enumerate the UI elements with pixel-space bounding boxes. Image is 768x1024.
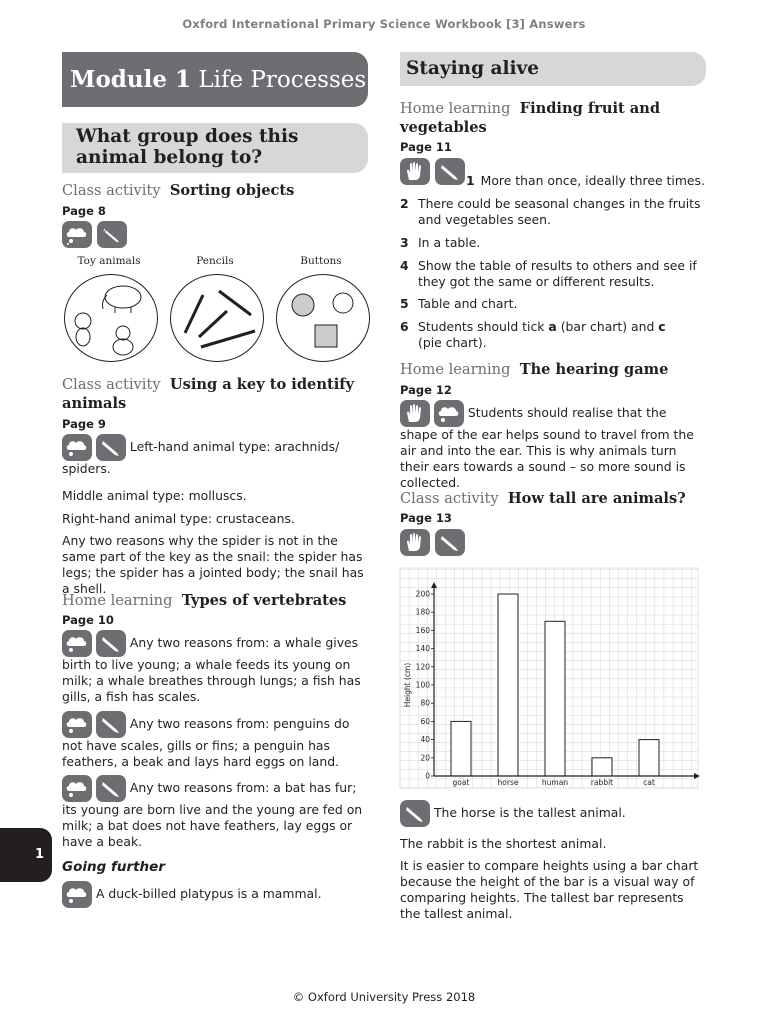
pencil-icon bbox=[96, 630, 126, 657]
running-head: Oxford International Primary Science Workbook [3] Answers bbox=[182, 17, 586, 31]
y-tick-label: 160 bbox=[415, 625, 430, 635]
fruit-answer-5: 5 Table and chart. bbox=[400, 296, 518, 311]
y-axis-arrow bbox=[431, 582, 437, 588]
thought-cloud-icon bbox=[62, 775, 92, 802]
activity-heading-fruit: Home learning Finding fruit and vegetables bbox=[400, 100, 661, 136]
hearing-answer: Students should realise that the shape of the ear helps sound to travel from the air and into the ear. This is why animals turn their ears towards a sound – so more sound is collected. bbox=[400, 400, 706, 491]
icon-row bbox=[400, 158, 465, 185]
group-label-pencils: Pencils bbox=[196, 255, 234, 267]
thought-cloud-icon bbox=[62, 711, 92, 738]
fruit-answer-1: 1 More than once, ideally three times. bbox=[466, 173, 705, 188]
x-tick-label: goat bbox=[452, 778, 470, 787]
page-number-tab: 1 bbox=[0, 828, 52, 882]
y-tick-label: 40 bbox=[420, 735, 430, 745]
height-bar-chart bbox=[398, 566, 702, 792]
module-title: Life Processes bbox=[198, 67, 367, 93]
page-ref: Page 8 bbox=[62, 204, 106, 218]
x-axis-arrow bbox=[694, 773, 700, 779]
answer-key-1 bbox=[62, 434, 368, 477]
y-axis-label: Height (cm) bbox=[403, 662, 412, 708]
chart-conclusion-3: It is easier to compare heights using a bar chart because the height of the bar is a visual way of comparing heights. The tallest bar represents the tallest animal. bbox=[400, 858, 699, 921]
hand-icon bbox=[400, 400, 430, 427]
pencil-icon bbox=[435, 158, 465, 185]
toy-animals-circle bbox=[64, 274, 158, 362]
y-tick-label: 200 bbox=[415, 589, 430, 599]
fruit-answer-3: 3 In a table. bbox=[400, 235, 481, 250]
x-tick-label: horse bbox=[497, 778, 519, 787]
sorting-illustration bbox=[62, 255, 372, 365]
thought-cloud-icon bbox=[62, 881, 92, 908]
answer-key-3: Right-hand animal type: crustaceans. bbox=[62, 511, 295, 526]
y-tick-label: 140 bbox=[415, 644, 430, 654]
pencil-icon bbox=[96, 711, 126, 738]
y-tick-label: 100 bbox=[415, 680, 430, 690]
y-tick-label: 0 bbox=[425, 771, 430, 781]
activity-label: Class activity bbox=[62, 182, 161, 199]
hand-icon bbox=[400, 529, 430, 556]
thought-cloud-icon bbox=[62, 630, 92, 657]
buttons-circle bbox=[276, 274, 370, 362]
x-tick-label: rabbit bbox=[590, 778, 614, 787]
pencil-icon bbox=[96, 434, 126, 461]
y-tick-label: 120 bbox=[415, 662, 430, 672]
group-label-buttons: Buttons bbox=[300, 255, 342, 267]
pencils-circle bbox=[170, 274, 264, 362]
vertebrate-answer-3: Any two reasons from: a bat has fur; its young are born live and the young are fed on milk; a bat does not have feathers, lay eggs or have a beak. bbox=[62, 775, 368, 850]
icon-row bbox=[62, 221, 127, 248]
going-further-heading: Going further bbox=[62, 859, 165, 875]
thought-cloud-icon bbox=[62, 221, 92, 248]
pencil-icon bbox=[400, 800, 430, 827]
fruit-answer-4: 4 Show the table of results to others and see if they got the same or different results. bbox=[400, 258, 697, 289]
vertebrate-answer-1: Any two reasons from: a whale gives birth to live young; a whale feeds its young on milk; a whale breathes through lungs; a fish has gills, a fish has scales. bbox=[62, 630, 368, 705]
y-tick-label: 80 bbox=[420, 698, 430, 708]
y-tick-label: 20 bbox=[420, 753, 430, 763]
bar-rabbit bbox=[592, 758, 612, 776]
activity-heading-tall: Class activity How tall are animals? bbox=[400, 490, 686, 507]
bar-goat bbox=[451, 721, 471, 776]
group-label-toy-animals: Toy animals bbox=[77, 255, 141, 267]
answer-key-2: Middle animal type: molluscs. bbox=[62, 488, 247, 503]
pencil-icon bbox=[97, 221, 127, 248]
page-ref: Page 11 bbox=[400, 140, 452, 154]
page-ref: Page 12 bbox=[400, 383, 452, 397]
section-title-right: Staying alive bbox=[400, 52, 706, 86]
x-tick-label: human bbox=[541, 778, 569, 787]
x-tick-label: cat bbox=[643, 778, 655, 787]
answer-text: Left-hand animal type: arachnids/ spiders. bbox=[62, 439, 340, 476]
pencil-icon bbox=[96, 775, 126, 802]
fruit-answer-2: 2 There could be seasonal changes in the fruits and vegetables seen. bbox=[400, 196, 701, 227]
activity-heading-sorting bbox=[62, 181, 372, 200]
pencil-icon bbox=[435, 529, 465, 556]
copyright-footer: © Oxford University Press 2018 bbox=[292, 990, 476, 1004]
section-title-left: What group does this animal belong to? bbox=[62, 123, 368, 173]
bar-cat bbox=[639, 740, 659, 776]
going-further-answer: A duck-billed platypus is a mammal. bbox=[62, 881, 368, 908]
module-banner bbox=[62, 52, 368, 107]
bar-horse bbox=[498, 594, 518, 776]
page-ref: Page 9 bbox=[62, 417, 106, 431]
page-ref: Page 13 bbox=[400, 511, 452, 525]
y-tick-label: 60 bbox=[420, 716, 430, 726]
buttons-drawing bbox=[277, 275, 369, 361]
thought-cloud-icon bbox=[62, 434, 92, 461]
module-number: Module 1 bbox=[70, 66, 191, 93]
activity-heading-vertebrates: Home learning Types of vertebrates bbox=[62, 592, 347, 609]
y-tick-label: 180 bbox=[415, 607, 430, 617]
answer-key-4: Any two reasons why the spider is not in the same part of the key as the snail: the spider has legs; the spider has a jointed body; the snail has a shell. bbox=[62, 533, 364, 596]
toy-animals-drawing bbox=[65, 275, 157, 361]
chart-conclusion-1: The horse is the tallest animal. bbox=[400, 800, 706, 827]
pencils-drawing bbox=[171, 275, 263, 361]
hand-icon bbox=[400, 158, 430, 185]
activity-title: Sorting objects bbox=[169, 182, 295, 199]
activity-heading-key: Class activity Using a key to identify animals bbox=[62, 376, 354, 412]
thought-cloud-icon bbox=[434, 400, 464, 427]
page-ref: Page 10 bbox=[62, 613, 114, 627]
vertebrate-answer-2: Any two reasons from: penguins do not have scales, gills or fins; a penguin has feathers, a beak and lays hard eggs on land. bbox=[62, 711, 368, 770]
fruit-answer-6: 6 Students should tick a (bar chart) and c (pie chart). bbox=[400, 319, 666, 350]
bar-human bbox=[545, 621, 565, 776]
activity-heading-hearing: Home learning The hearing game bbox=[400, 361, 669, 378]
chart-conclusion-2: The rabbit is the shortest animal. bbox=[400, 836, 607, 851]
icon-row bbox=[400, 529, 465, 556]
